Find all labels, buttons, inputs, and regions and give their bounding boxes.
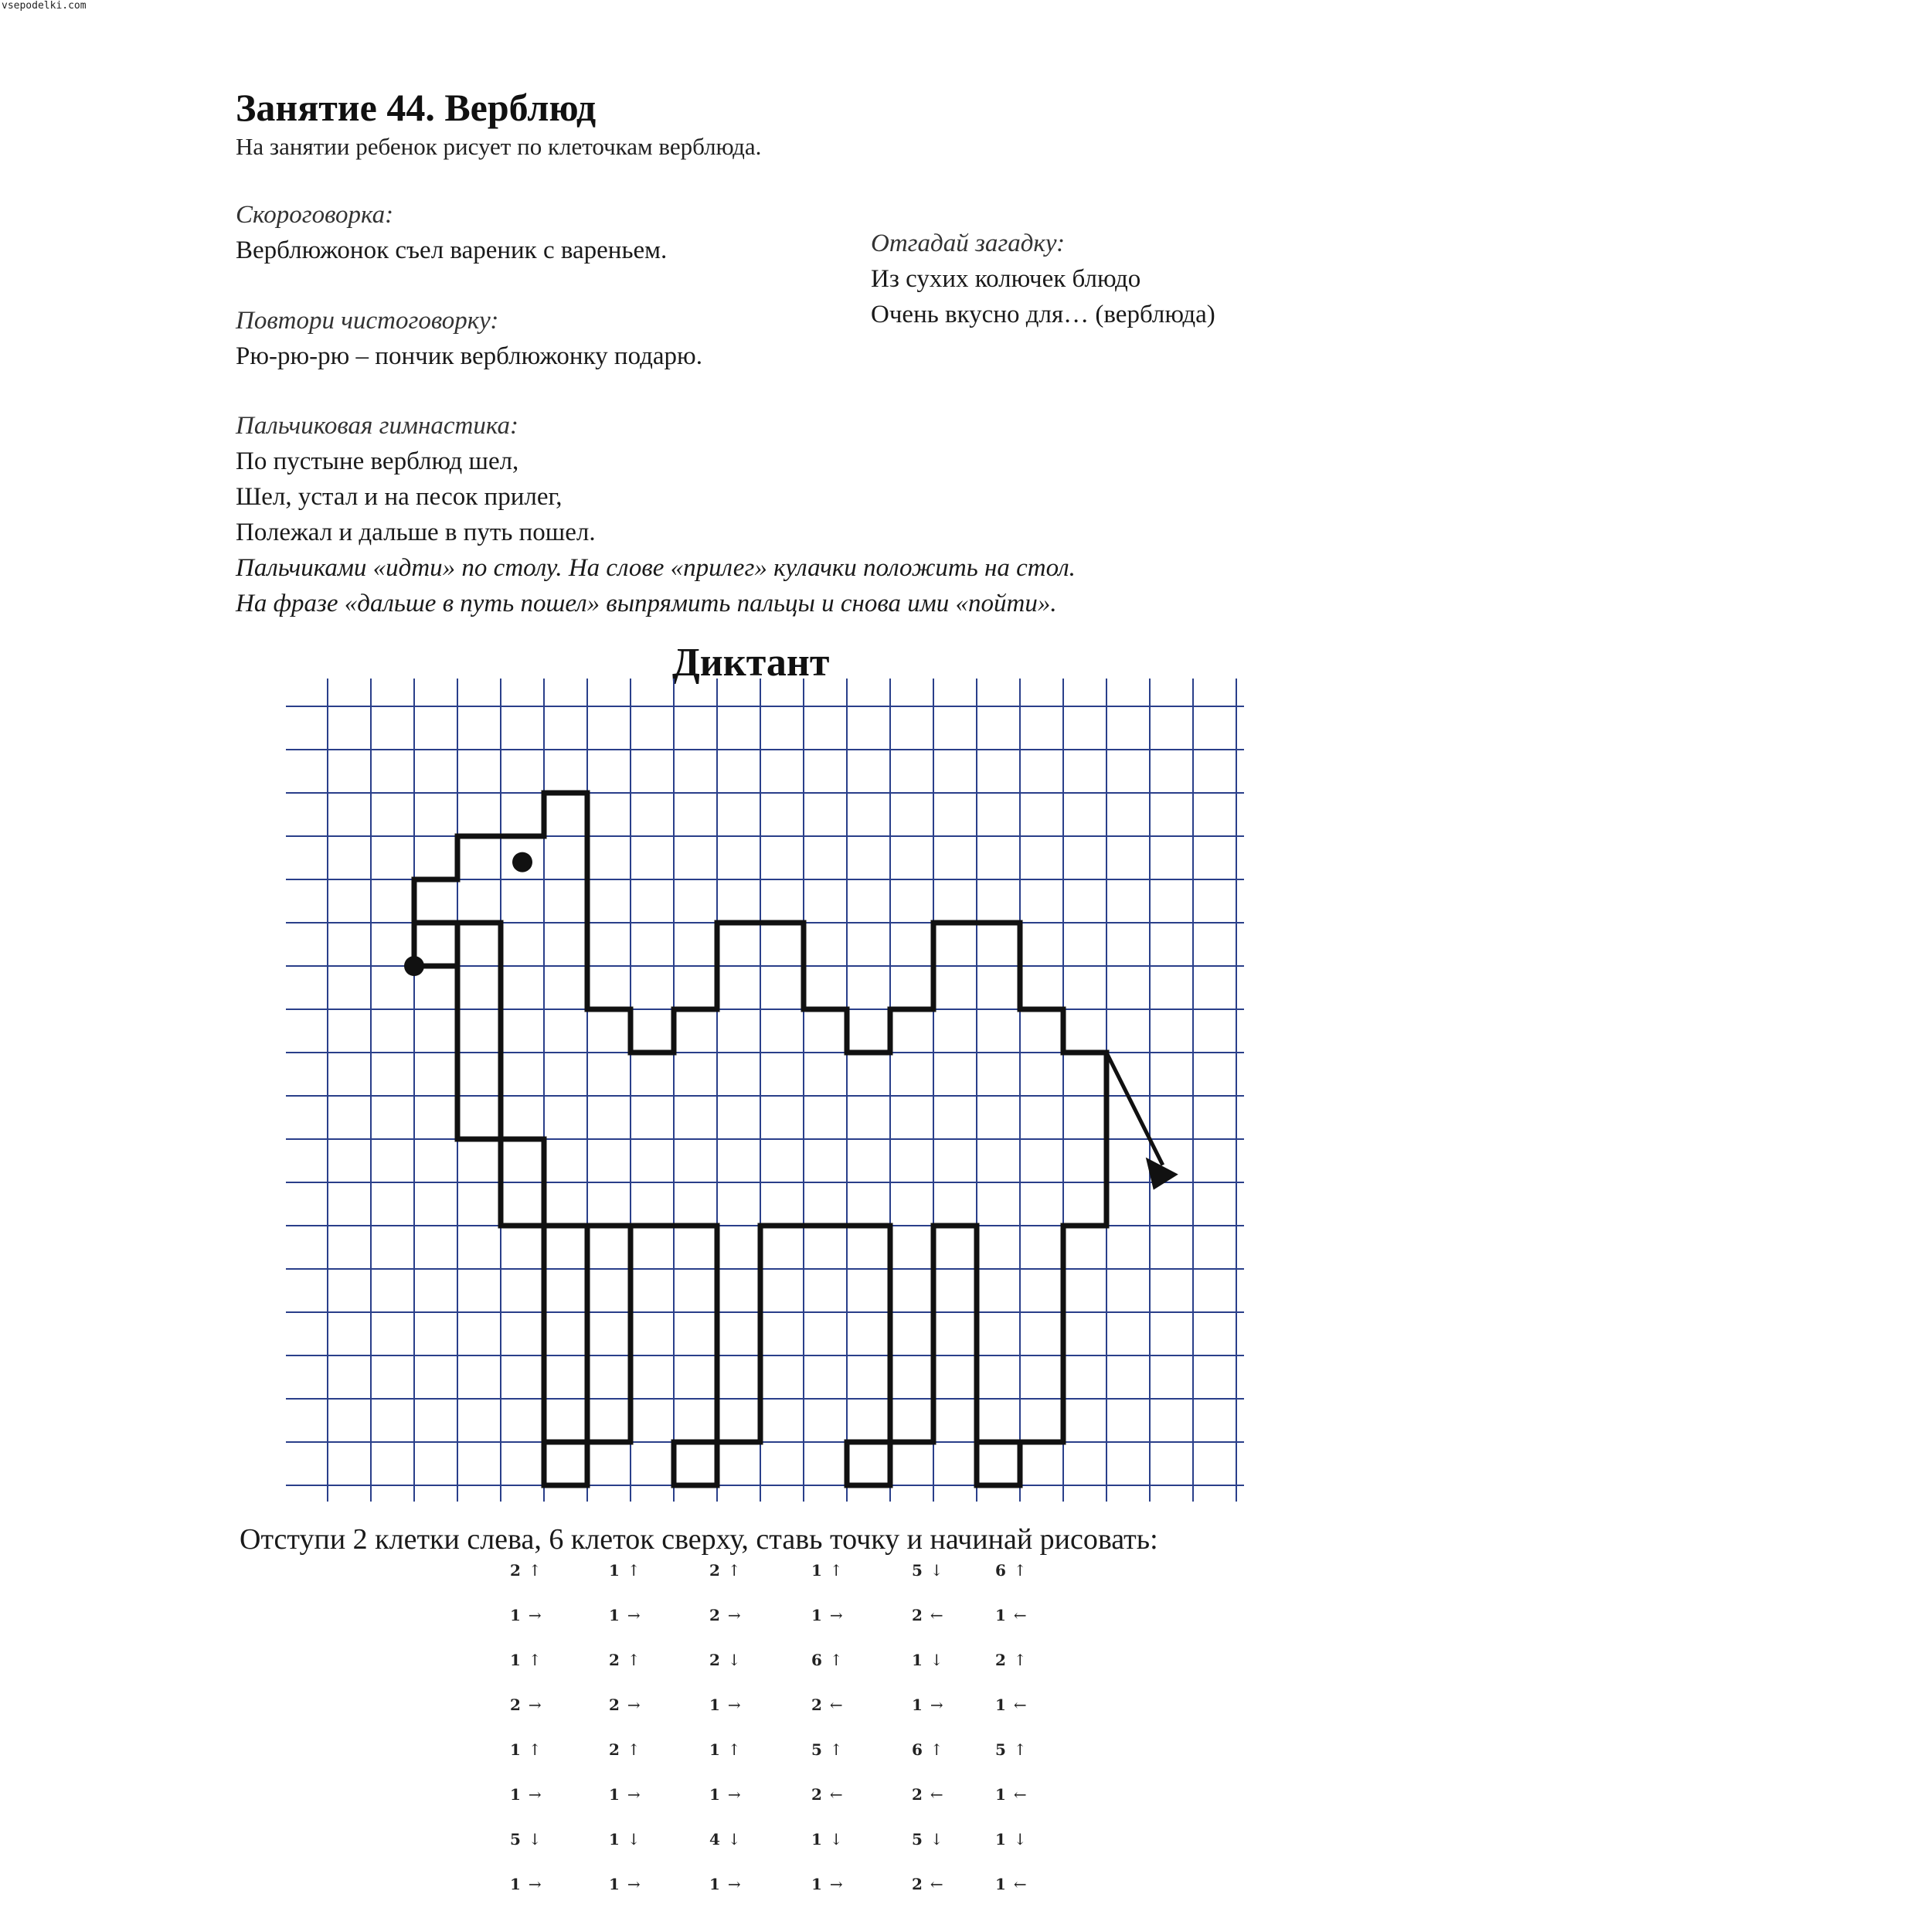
arrow-up-icon: ↑ [528, 1651, 542, 1669]
camel-tail [1106, 1053, 1163, 1165]
arrow-down-icon: ↓ [930, 1561, 943, 1580]
dictation-step [609, 1696, 671, 1714]
arrow-up-icon: ↑ [528, 1740, 542, 1759]
arrow-right-icon: → [627, 1606, 641, 1624]
step-count: 1 [995, 1785, 1006, 1804]
step-count: 1 [709, 1740, 720, 1759]
camel-foot [674, 1442, 717, 1485]
step-count: 2 [912, 1785, 923, 1804]
arrow-down-icon: ↓ [528, 1830, 542, 1849]
finger-gym-note: Пальчиками «идти» по столу. На слове «прилег» кулачки положить на стол. [236, 554, 1076, 582]
step-count: 5 [912, 1561, 923, 1580]
riddle-heading: Отгадай загадку: [871, 230, 1066, 257]
finger-gym-section [236, 408, 1076, 621]
arrow-up-icon: ↑ [528, 1561, 542, 1580]
step-count: 2 [995, 1651, 1006, 1669]
step-count: 6 [811, 1651, 822, 1669]
step-count: 5 [995, 1740, 1006, 1759]
step-count: 1 [510, 1651, 521, 1669]
arrow-up-icon: ↑ [727, 1740, 741, 1759]
step-count: 2 [912, 1606, 923, 1624]
step-count: 4 [709, 1830, 720, 1849]
arrow-right-icon: → [528, 1875, 542, 1893]
clean-saying-heading: Повтори чистоговорку: [236, 307, 499, 335]
step-count: 2 [709, 1651, 720, 1669]
arrow-right-icon: → [627, 1875, 641, 1893]
arrow-up-icon: ↑ [829, 1651, 843, 1669]
step-count: 2 [709, 1606, 720, 1624]
step-count: 2 [609, 1651, 620, 1669]
arrow-right-icon: → [528, 1785, 542, 1804]
dictation-step [609, 1651, 671, 1669]
dictation-step [709, 1696, 771, 1714]
dictation-step [912, 1606, 974, 1624]
arrow-up-icon: ↑ [727, 1561, 741, 1580]
riddle-line-2: Очень вкусно для… (верблюда) [871, 301, 1215, 328]
dictation-step [510, 1606, 572, 1624]
dictation-step [609, 1606, 671, 1624]
step-count: 1 [609, 1606, 620, 1624]
dictation-step [609, 1740, 671, 1759]
dictation-step [709, 1651, 771, 1669]
arrow-up-icon: ↑ [1013, 1651, 1027, 1669]
arrow-down-icon: ↓ [930, 1830, 943, 1849]
page-subtitle: На занятии ребенок рисует по клеточкам верблюда. [236, 133, 762, 160]
step-count: 2 [609, 1740, 620, 1759]
dictation-step [912, 1651, 974, 1669]
dictation-step [510, 1875, 572, 1893]
step-count: 1 [609, 1875, 620, 1893]
dictation-step [811, 1561, 873, 1580]
dictation-step [912, 1740, 974, 1759]
step-count: 6 [912, 1740, 923, 1759]
arrow-right-icon: → [528, 1696, 542, 1714]
dictation-step [811, 1875, 873, 1893]
step-count: 5 [510, 1830, 521, 1849]
dictation-step [510, 1651, 572, 1669]
riddle-section [871, 226, 1215, 332]
dictation-step [912, 1875, 974, 1893]
dictation-step [811, 1606, 873, 1624]
dictation-step [995, 1561, 1057, 1580]
step-count: 1 [912, 1651, 923, 1669]
dictation-step [995, 1785, 1057, 1804]
arrow-up-icon: ↑ [829, 1740, 843, 1759]
finger-gym-line: Полежал и дальше в путь пошел. [236, 519, 596, 546]
arrow-down-icon: ↓ [627, 1830, 641, 1849]
finger-gym-note: На фразе «дальше в путь пошел» выпрямить пальцы и снова ими «пойти». [236, 590, 1057, 617]
arrow-left-icon: ← [930, 1785, 943, 1804]
arrow-right-icon: → [528, 1606, 542, 1624]
step-count: 1 [510, 1875, 521, 1893]
step-count: 1 [912, 1696, 923, 1714]
dictation-step [709, 1785, 771, 1804]
dictation-step [811, 1830, 873, 1849]
arrow-down-icon: ↓ [1013, 1830, 1027, 1849]
camel-foot [847, 1442, 890, 1485]
arrow-left-icon: ← [930, 1606, 943, 1624]
step-count: 1 [995, 1696, 1006, 1714]
camel-foot [544, 1442, 587, 1485]
dictation-step [811, 1651, 873, 1669]
dictation-step [912, 1785, 974, 1804]
arrow-up-icon: ↑ [1013, 1740, 1027, 1759]
arrow-up-icon: ↑ [627, 1651, 641, 1669]
arrow-right-icon: → [727, 1785, 741, 1804]
dictation-step [811, 1696, 873, 1714]
arrow-right-icon: → [727, 1606, 741, 1624]
arrow-left-icon: ← [829, 1696, 843, 1714]
step-count: 1 [609, 1785, 620, 1804]
step-count: 1 [995, 1830, 1006, 1849]
step-count: 2 [510, 1696, 521, 1714]
page-title: Занятие 44. Верблюд [236, 86, 597, 129]
arrow-left-icon: ← [1013, 1606, 1027, 1624]
dictation-step [912, 1830, 974, 1849]
step-count: 1 [510, 1606, 521, 1624]
step-count: 2 [609, 1696, 620, 1714]
arrow-up-icon: ↑ [627, 1561, 641, 1580]
dictation-step [510, 1740, 572, 1759]
dictation-title: Диктант [672, 641, 830, 685]
camel-foot [977, 1442, 1020, 1485]
dictation-step [609, 1561, 671, 1580]
tongue-twister-section [236, 197, 667, 268]
dictation-step [709, 1561, 771, 1580]
step-count: 6 [995, 1561, 1006, 1580]
dictation-step [995, 1606, 1057, 1624]
dictation-step [912, 1561, 974, 1580]
step-count: 1 [995, 1606, 1006, 1624]
tongue-twister-text: Верблюжонок съел вареник с вареньем. [236, 236, 668, 264]
dictation-instruction: Отступи 2 клетки слева, 6 клеток сверху, ставь точку и начинай рисовать: [240, 1523, 1158, 1556]
dictation-step [709, 1606, 771, 1624]
arrow-left-icon: ← [1013, 1696, 1027, 1714]
dictation-step [609, 1875, 671, 1893]
dictation-step [995, 1696, 1057, 1714]
dictation-step [609, 1830, 671, 1849]
step-count: 1 [510, 1785, 521, 1804]
step-count: 1 [609, 1830, 620, 1849]
arrow-down-icon: ↓ [727, 1651, 741, 1669]
arrow-right-icon: → [727, 1875, 741, 1893]
step-count: 2 [811, 1696, 822, 1714]
arrow-right-icon: → [829, 1606, 843, 1624]
grid-lines [286, 679, 1244, 1502]
camel-eye [512, 852, 532, 872]
dictation-step [510, 1785, 572, 1804]
step-count: 1 [811, 1830, 822, 1849]
arrow-right-icon: → [627, 1785, 641, 1804]
arrow-left-icon: ← [1013, 1875, 1027, 1893]
tongue-twister-heading: Скороговорка: [236, 201, 394, 229]
dictation-step [510, 1696, 572, 1714]
step-count: 5 [811, 1740, 822, 1759]
step-count: 2 [510, 1561, 521, 1580]
arrow-up-icon: ↑ [829, 1561, 843, 1580]
dictation-step [995, 1740, 1057, 1759]
step-count: 1 [811, 1561, 822, 1580]
dictation-step [912, 1696, 974, 1714]
step-count: 1 [609, 1561, 620, 1580]
dictation-step [709, 1875, 771, 1893]
grid-drawing [286, 679, 1244, 1505]
arrow-right-icon: → [829, 1875, 843, 1893]
arrow-down-icon: ↓ [930, 1651, 943, 1669]
arrow-up-icon: ↑ [930, 1740, 943, 1759]
arrow-down-icon: ↓ [829, 1830, 843, 1849]
arrow-down-icon: ↓ [727, 1830, 741, 1849]
dictation-step [609, 1785, 671, 1804]
dictation-step [995, 1651, 1057, 1669]
step-count: 1 [709, 1875, 720, 1893]
arrow-right-icon: → [930, 1696, 943, 1714]
dictation-step [995, 1830, 1057, 1849]
dictation-step [510, 1830, 572, 1849]
clean-saying-text: Рю-рю-рю – пончик верблюжонку подарю. [236, 342, 702, 370]
arrow-right-icon: → [727, 1696, 741, 1714]
step-count: 2 [709, 1561, 720, 1580]
dictation-step [811, 1785, 873, 1804]
arrow-left-icon: ← [1013, 1785, 1027, 1804]
finger-gym-line: Шел, устал и на песок прилег, [236, 483, 563, 511]
finger-gym-line: По пустыне верблюд шел, [236, 447, 519, 475]
step-count: 1 [510, 1740, 521, 1759]
step-count: 1 [709, 1696, 720, 1714]
arrow-left-icon: ← [829, 1785, 843, 1804]
dictation-step [510, 1561, 572, 1580]
step-count: 1 [709, 1785, 720, 1804]
arrow-right-icon: → [627, 1696, 641, 1714]
arrow-up-icon: ↑ [1013, 1561, 1027, 1580]
arrow-up-icon: ↑ [627, 1740, 641, 1759]
dictation-step [709, 1830, 771, 1849]
dictation-step [995, 1875, 1057, 1893]
riddle-line-1: Из сухих колючек блюдо [871, 265, 1141, 293]
dictation-step [709, 1740, 771, 1759]
site-watermark: vsepodelki.com [2, 0, 87, 12]
clean-saying-section [236, 303, 702, 374]
step-count: 5 [912, 1830, 923, 1849]
step-count: 1 [995, 1875, 1006, 1893]
dictation-step [811, 1740, 873, 1759]
step-count: 1 [811, 1606, 822, 1624]
step-count: 2 [811, 1785, 822, 1804]
start-dot [404, 956, 424, 976]
arrow-left-icon: ← [930, 1875, 943, 1893]
finger-gym-heading: Пальчиковая гимнастика: [236, 412, 518, 440]
step-count: 1 [811, 1875, 822, 1893]
step-count: 2 [912, 1875, 923, 1893]
